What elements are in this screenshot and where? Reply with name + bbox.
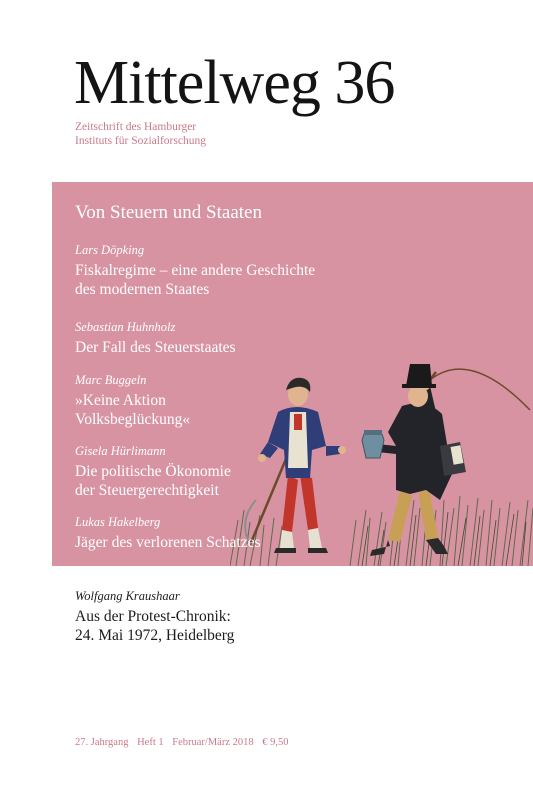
article-author: Lars Döpking	[75, 243, 145, 257]
masthead-subtitle	[75, 120, 206, 148]
article-title: Fiskalregime – eine andere Geschichte	[75, 262, 316, 279]
article-author: Marc Buggeln	[75, 373, 147, 387]
article-author: Wolfgang Kraushaar	[75, 589, 180, 603]
article-title: Jäger des verlorenen Schatzes	[75, 534, 261, 551]
masthead-title: Mittelweg 36	[74, 49, 395, 117]
article-author: Lukas Hakelberg	[75, 515, 161, 529]
article-title: Aus der Protest-Chronik:	[75, 608, 231, 625]
bottom-article	[75, 588, 234, 645]
footer-date: Februar/März 2018	[172, 737, 254, 748]
article-author: Gisela Hürlimann	[75, 444, 166, 458]
article-item	[75, 242, 315, 299]
article-title: »Keine Aktion	[75, 392, 166, 409]
subtitle-line: Instituts für Sozialforschung	[75, 135, 206, 147]
article-title: 24. Mai 1972, Heidelberg	[75, 627, 235, 644]
article-author: Sebastian Huhnholz	[75, 320, 176, 334]
article-item	[75, 319, 236, 357]
article-title: Volksbeglückung«	[75, 411, 191, 428]
article-title: Der Fall des Steuerstaates	[75, 339, 236, 356]
article-item	[75, 514, 261, 552]
issue-theme: Von Steuern und Staaten	[75, 202, 262, 223]
grass-dark	[362, 512, 526, 566]
article-title: der Steuergerechtigkeit	[75, 482, 219, 499]
issue-footer	[75, 737, 295, 748]
article-title: des modernen Staates	[75, 281, 210, 298]
article-item	[75, 443, 231, 500]
subtitle-line: Zeitschrift des Hamburger	[75, 121, 197, 133]
footer-issue: Heft 1	[137, 737, 164, 748]
footer-volume: 27. Jahrgang	[75, 737, 129, 748]
footer-price: € 9,50	[262, 737, 289, 748]
article-title: Die politische Ökonomie	[75, 463, 231, 480]
cover-illustration	[230, 350, 533, 566]
article-item	[75, 372, 190, 429]
grass	[230, 496, 533, 566]
